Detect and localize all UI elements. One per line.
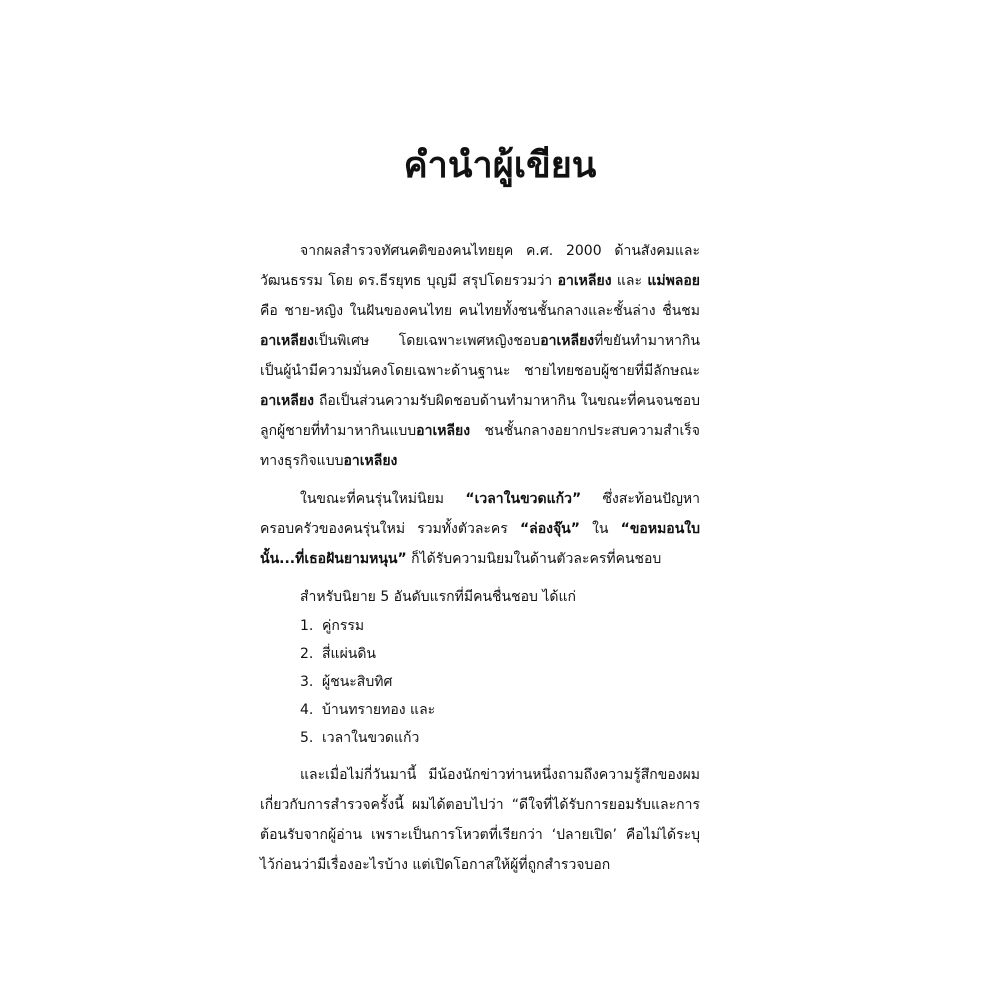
text-run: ซึ่งสะท้อนปัญหาครอบครัวของคนรุ่นใหม่ รวมทั้งตัวละคร (260, 491, 701, 537)
list-item (300, 640, 700, 668)
list-intro: สำหรับนิยาย 5 อันดับแรกที่มีคนชื่นชอบ ได้แก่ (300, 589, 577, 605)
text-run: และ (611, 273, 648, 289)
text-run: ชนชั้นกลางอยากประสบความสำเร็จทางธุรกิจแบบ (260, 423, 700, 469)
emphasis-text: อาเหลียง (416, 423, 471, 439)
text-run: ใน (579, 521, 621, 537)
list-item-number: 2. (300, 646, 314, 662)
text-run: เป็นพิเศษ โดยเฉพาะเพศหญิงชอบ (313, 333, 541, 349)
list-item (300, 696, 700, 724)
list-item (300, 668, 700, 696)
emphasis-text: อาเหลียง (260, 393, 314, 409)
page-title: คำนำผู้เขียน (403, 145, 597, 186)
emphasis-text: อาเหลียง (343, 453, 398, 469)
emphasis-text: อาเหลียง (260, 333, 314, 349)
text-run: ที่ขยันทำมาหากิน เป็นผู้นำมีความมั่นคงโดยเฉพาะด้านฐานะ ชายไทยชอบผู้ชายที่มีลักษณะ (260, 333, 700, 379)
emphasis-text: “ขอหมอนใบนั้น...ที่เธอฝันยามหนุน” (260, 521, 700, 567)
list-item-label: ผู้ชนะสิบทิศ (322, 674, 393, 690)
list-item-number: 1. (300, 618, 314, 634)
list-item (300, 612, 700, 640)
text-run: ก็ได้รับความนิยมในด้านตัวละครที่คนชอบ (406, 551, 662, 567)
emphasis-text: “ล่องจุ๊น” (519, 521, 580, 537)
list-item (300, 724, 700, 752)
paragraph-new-generation (260, 484, 700, 574)
emphasis-text: “เวลาในขวดแก้ว” (465, 491, 582, 507)
text-run: ถือเป็นส่วนความรับผิดชอบด้านทำมาหากิน ในขณะที่คนจนชอบลูกผู้ชายที่ทำมาหากินแบบ (260, 393, 700, 439)
novel-list (260, 612, 700, 752)
paragraph-survey (260, 236, 700, 476)
list-item-number: 3. (300, 674, 314, 690)
list-item-label: คู่กรรม (322, 618, 365, 634)
list-item-number: 5. (300, 730, 314, 746)
text-run: จากผลสำรวจทัศนคติของคนไทยยุค ค.ศ. 2000 ด้านสังคมและวัฒนธรรม โดย ดร.ธีรยุทธ บุญมี สรุปโดยรวมว่า (260, 243, 700, 289)
text-run: และเมื่อไม่กี่วันมานี้ มีน้องนักข่าวท่านหนึ่งถามถึงความรู้สึกของผมเกี่ยวกับการสำรวจครั้งนี้ ผมได้ตอบไปว่า “ดีใจที่ได้รับการยอมรับและการต้อนรับจากผู้อ่าน เพราะเป็นการโหวตที่เรียกว่า ‘ปลายเปิด’ คือไม่ได้ระบุไว้ก่อนว่ามีเรื่องอะไรบ้าง แต่เปิดโอกาสให้ผู้ที่ถูกสำรวจบอก (260, 767, 700, 873)
emphasis-text: อาเหลียง (540, 333, 595, 349)
emphasis-text: อาเหลียง (557, 273, 612, 289)
list-item-label: เวลาในขวดแก้ว (322, 730, 420, 746)
text-run: ในขณะที่คนรุ่นใหม่นิยม (300, 491, 466, 507)
list-item-label: บ้านทรายทอง และ (322, 702, 436, 718)
text-run: คือ ชาย-หญิง ในฝันของคนไทย คนไทยทั้งชนชั้นกลางและชั้นล่าง ชื่นชม (260, 303, 700, 319)
list-item-number: 4. (300, 702, 314, 718)
paragraph-reporter (260, 760, 700, 880)
body-text (260, 236, 700, 880)
emphasis-text: แม่พลอย (647, 273, 700, 289)
list-item-label: สี่แผ่นดิน (322, 646, 377, 662)
